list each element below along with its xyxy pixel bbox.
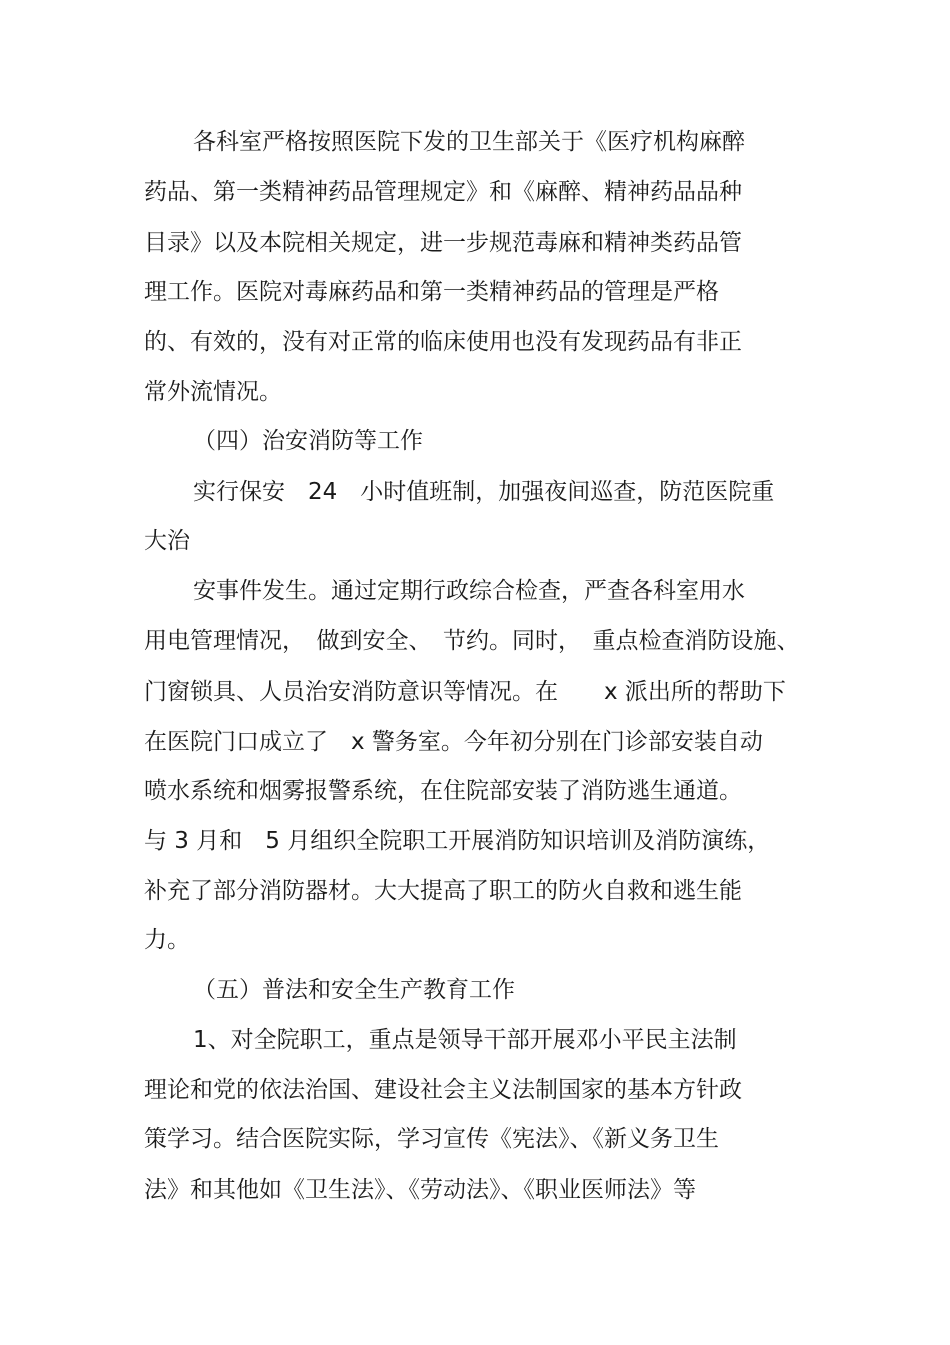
paragraph-line: 常外流情况。 — [144, 379, 282, 405]
paragraph-line: 各科室严格按照医院下发的卫生部关于《医疗机构麻醉 — [193, 129, 745, 155]
paragraph-line: 法》和其他如《卫生法》、《劳动法》、《职业医师法》等 — [144, 1177, 696, 1203]
paragraph-line: 策学习。结合医院实际，学习宣传《宪法》、《新义务卫生 — [144, 1126, 719, 1152]
paragraph-line: 药品、第一类精神药品管理规定》和《麻醉、精神药品品种 — [144, 179, 742, 205]
paragraph-line: 的、有效的，没有对正常的临床使用也没有发现药品有非正 — [144, 329, 742, 355]
paragraph-line: 在医院门口成立了 x 警务室。今年初分别在门诊部安装自动 — [144, 729, 763, 755]
paragraph-line: 大治 — [144, 528, 190, 554]
paragraph-line: 目录》以及本院相关规定，进一步规范毒麻和精神类药品管 — [144, 230, 742, 256]
paragraph-line: 与 3 月和 5 月组织全院职工开展消防知识培训及消防演练， — [144, 828, 771, 854]
section-heading: （五）普法和安全生产教育工作 — [193, 977, 515, 1003]
paragraph-line: 实行保安 24 小时值班制，加强夜间巡查，防范医院重 — [193, 479, 775, 505]
paragraph-line: 安事件发生。通过定期行政综合检查，严查各科室用水 — [193, 578, 745, 604]
paragraph-line: 喷水系统和烟雾报警系统，在住院部安装了消防逃生通道。 — [144, 778, 742, 804]
paragraph-line: 门窗锁具、人员治安消防意识等情况。在 x 派出所的帮助下 — [144, 679, 786, 705]
paragraph-line: 1、对全院职工，重点是领导干部开展邓小平民主法制 — [193, 1027, 737, 1053]
section-heading: （四）治安消防等工作 — [193, 428, 423, 454]
paragraph-line: 用电管理情况， 做到安全、 节约。同时， 重点检查消防设施、 — [144, 628, 800, 654]
paragraph-line: 理工作。医院对毒麻药品和第一类精神药品的管理是严格 — [144, 279, 719, 305]
paragraph-line: 理论和党的依法治国、建设社会主义法制国家的基本方针政 — [144, 1077, 742, 1103]
paragraph-line: 力。 — [144, 927, 190, 953]
paragraph-line: 补充了部分消防器材。大大提高了职工的防火自救和逃生能 — [144, 878, 742, 904]
